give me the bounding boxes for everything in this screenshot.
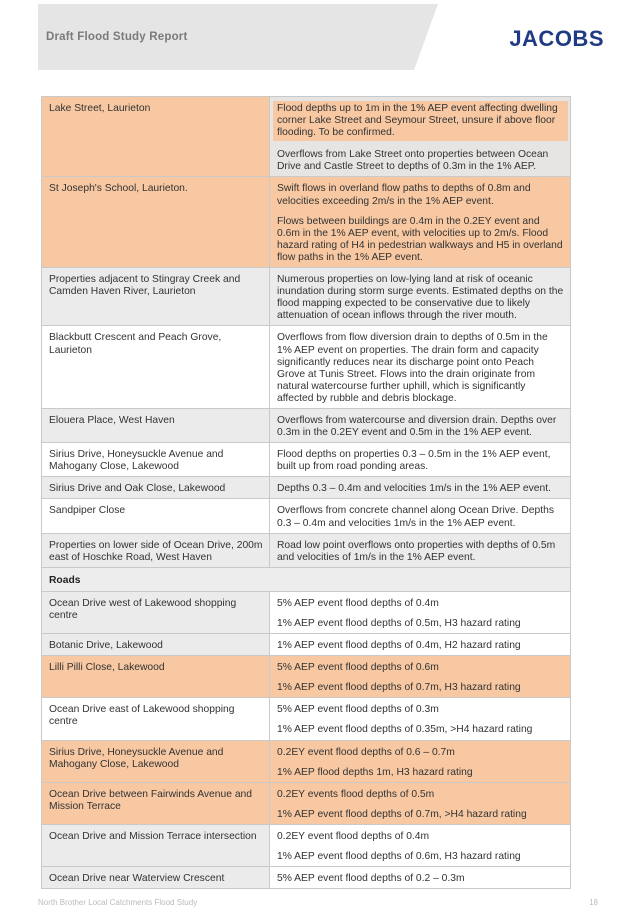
table-row [42, 499, 571, 533]
issue-text: Flood depths on properties 0.3 – 0.5m in the 1% AEP event, built up from road ponding areas. [277, 449, 551, 473]
issue-text: 1% AEP event flood depths of 0.6m, H3 hazard rating [277, 851, 521, 863]
issue-text: 1% AEP event flood depths of 0.7m, >H4 hazard rating [277, 808, 527, 820]
issue-text: 5% AEP event flood depths of 0.2 – 0.3m [277, 873, 465, 885]
issue-text: Overflows from Lake Street onto properties between Ocean Drive and Castle Street to depths of 0.3m in the 1% AEP. [277, 149, 549, 173]
table-row [42, 698, 571, 740]
issue-text: Numerous properties on low-lying land at risk of oceanic inundation during storm surge events. Estimated depths on the flood mapping expected to be conservative due to likely attenuation of ocean inflows through the river mouth. [277, 274, 564, 322]
location-cell: Ocean Drive and Mission Terrace intersection [42, 824, 270, 866]
issue-text: 1% AEP event flood depths of 0.7m, H3 hazard rating [277, 682, 521, 694]
issue-text: 5% AEP event flood depths of 0.4m [277, 597, 439, 609]
issues-cell [270, 698, 571, 740]
issue-text: 1% AEP event flood depths of 0.35m, >H4 hazard rating [277, 724, 533, 736]
issue-text: 5% AEP event flood depths of 0.3m [277, 704, 439, 716]
issues-cell [270, 408, 571, 442]
location-cell: Sandpiper Close [42, 499, 270, 533]
page-header [38, 4, 618, 70]
issue-text: Overflows from watercourse and diversion drain. Depths over 0.3m in the 0.2EY event and 0.5m in the 1% AEP event. [277, 414, 557, 439]
table-row [42, 177, 571, 268]
location-cell: Lake Street, Laurieton [42, 97, 270, 177]
issue-text: 0.2EY event flood depths of 0.6 – 0.7m [277, 746, 455, 758]
issue-text: Road low point overflows onto properties with depths of 0.5m and velocities of 1m/s in the 1% AEP event. [277, 539, 556, 563]
location-cell: Blackbutt Crescent and Peach Grove, Laurieton [42, 326, 270, 409]
issue-text: Flood depths up to 1m in the 1% AEP event affecting dwelling corner Lake Street and Seymour Street, unsure if above floor flooding. To be confirmed. [273, 101, 568, 141]
issue-text: 1% AEP flood depths 1m, H3 hazard rating [277, 766, 473, 778]
table-row [42, 656, 571, 698]
jacobs-logo: JACOBS [509, 26, 604, 51]
issue-text: Flows between buildings are 0.4m in the 0.2EY event and 0.6m in the 1% AEP event, with velocities up to 2m/s. Flood hazard rating of H4 in pedestrian walkways and H5 in overland flow paths in the 1% AEP event. [277, 215, 563, 263]
issues-cell [270, 499, 571, 533]
location-cell: Sirius Drive and Oak Close, Lakewood [42, 477, 270, 499]
section-roads-heading: Roads [42, 567, 571, 591]
location-cell: Ocean Drive between Fairwinds Avenue and Mission Terrace [42, 782, 270, 824]
issue-text: Overflows from concrete channel along Ocean Drive. Depths 0.3 – 0.4m and velocities 1m/s in the 1% AEP event. [277, 505, 555, 529]
location-cell: Lilli Pilli Close, Lakewood [42, 656, 270, 698]
location-cell: Elouera Place, West Haven [42, 408, 270, 442]
table-row [42, 268, 571, 326]
location-cell: Sirius Drive, Honeysuckle Avenue and Mahogany Close, Lakewood [42, 740, 270, 782]
table-row [42, 443, 571, 477]
table-row [42, 408, 571, 442]
table-row [42, 782, 571, 824]
issue-text: 0.2EY event flood depths of 0.4m [277, 830, 430, 842]
table-row [42, 867, 571, 889]
issue-text: 5% AEP event flood depths of 0.6m [277, 662, 439, 674]
location-cell: Properties on lower side of Ocean Drive, 200m east of Hoschke Road, West Haven [42, 533, 270, 567]
table-row [42, 326, 571, 409]
issue-text: 1% AEP event flood depths of 0.5m, H3 hazard rating [277, 618, 521, 629]
issue-text: 1% AEP event flood depths of 0.4m, H2 hazard rating [277, 640, 521, 652]
table-row [42, 740, 571, 782]
issue-text: Depths 0.3 – 0.4m and velocities 1m/s in the 1% AEP event. [277, 483, 551, 495]
location-cell: Properties adjacent to Stingray Creek and Camden Haven River, Laurieton [42, 268, 270, 326]
location-cell: Ocean Drive east of Lakewood shopping centre [42, 698, 270, 740]
table-row [42, 477, 571, 499]
issues-cell [270, 824, 571, 866]
issues-cell [270, 634, 571, 656]
table-row [42, 533, 571, 567]
page-number: 18 [589, 898, 598, 907]
issues-cell [270, 740, 571, 782]
location-cell: Ocean Drive west of Lakewood shopping centre [42, 591, 270, 633]
issues-cell [270, 782, 571, 824]
issue-text: 0.2EY events flood depths of 0.5m [277, 788, 435, 800]
footer-text: North Brother Local Catchments Flood Study [38, 898, 198, 907]
issues-cell [270, 656, 571, 698]
table-row [42, 97, 571, 177]
table-row [42, 824, 571, 866]
issue-text: Swift flows in overland flow paths to depths of 0.8m and velocities exceeding 2m/s in the 1% AEP event. [277, 183, 531, 207]
table-row [42, 591, 571, 633]
section-header-row [42, 567, 571, 591]
location-cell: St Joseph's School, Laurieton. [42, 177, 270, 268]
issues-cell [270, 443, 571, 477]
issues-cell [270, 177, 571, 268]
location-cell: Sirius Drive, Honeysuckle Avenue and Mahogany Close, Lakewood [42, 443, 270, 477]
location-cell: Ocean Drive near Waterview Crescent [42, 867, 270, 889]
report-title: Draft Flood Study Report [46, 31, 188, 43]
table-row [42, 634, 571, 656]
issues-cell [270, 97, 571, 177]
issues-cell [270, 477, 571, 499]
issue-text: Overflows from flow diversion drain to depths of 0.5m in the 1% AEP event on properties. The drain form and capacity significantly reduces near its discharge point onto Peach Grove at Tunis Street. Flows into the drain originate from natural watercourse further uphill, which is significantly affected by rubble and debris blockage. [277, 332, 548, 404]
issues-cell [270, 591, 571, 633]
location-cell: Botanic Drive, Lakewood [42, 634, 270, 656]
issues-cell [270, 268, 571, 326]
flood-issues-table [41, 96, 571, 889]
issues-cell [270, 326, 571, 409]
issues-cell [270, 533, 571, 567]
issues-cell [270, 867, 571, 889]
